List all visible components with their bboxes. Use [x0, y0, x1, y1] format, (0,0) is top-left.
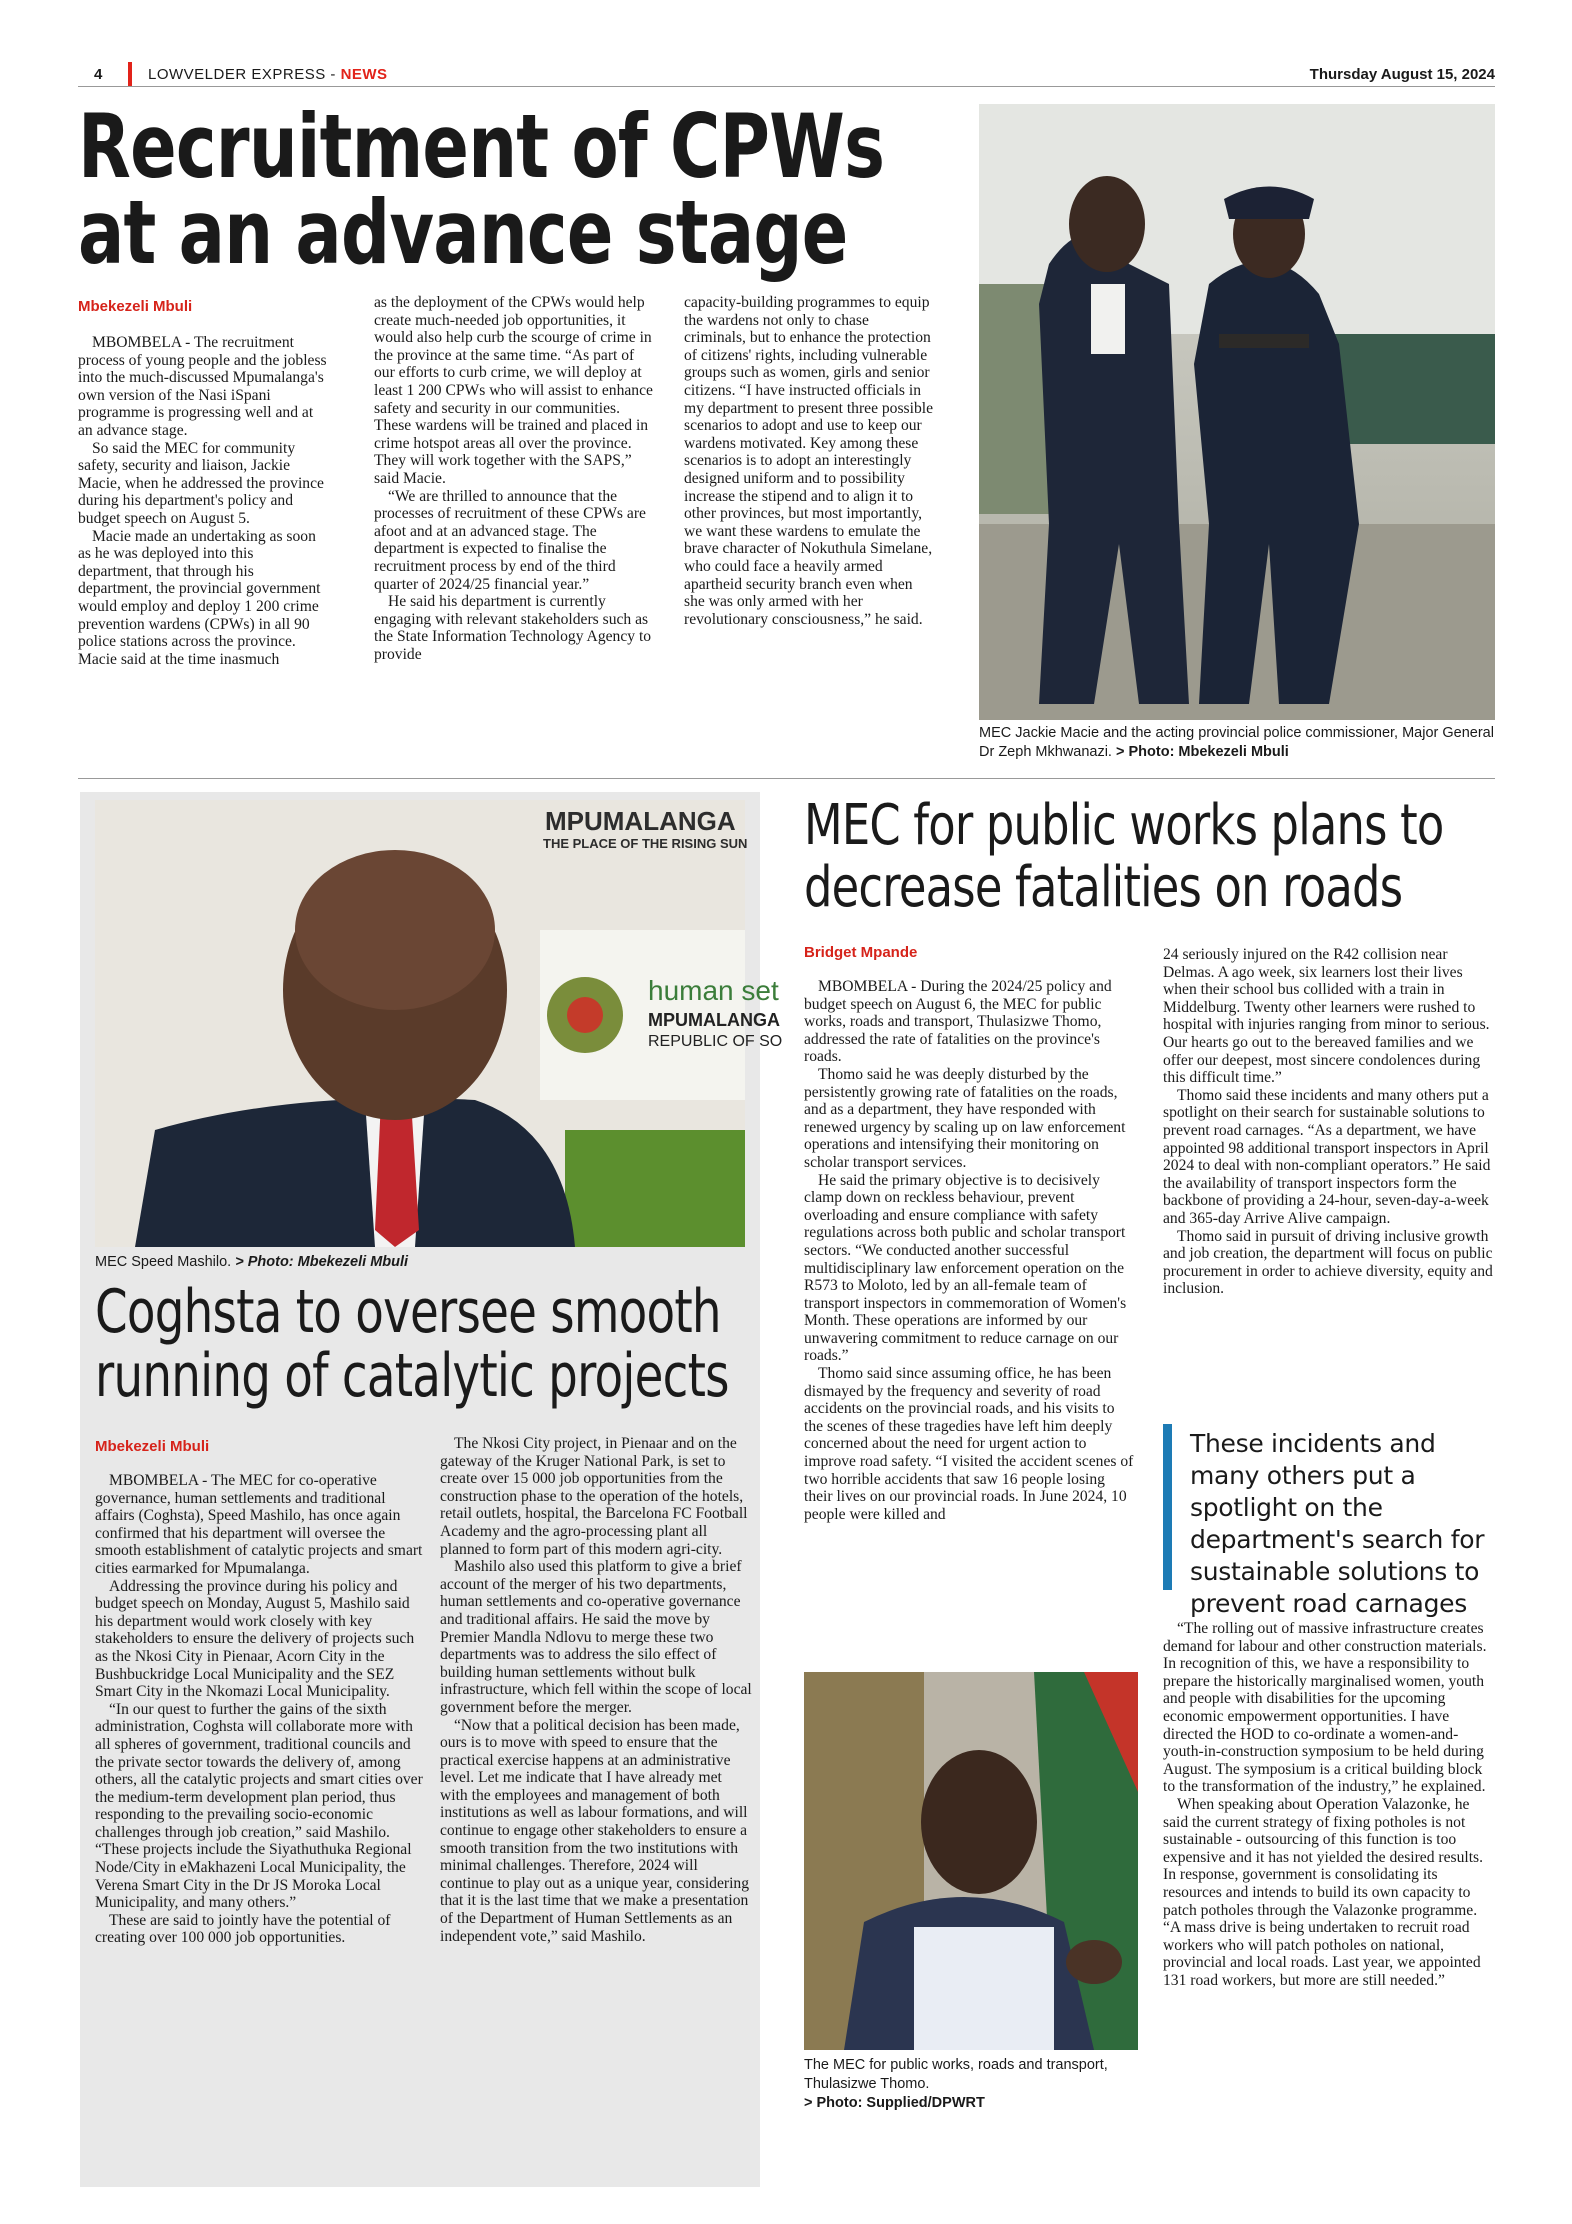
story3-byline: Bridget Mpande: [804, 944, 918, 961]
story3-pull-quote: These incidents and many others put a spotlight on the department's search for sustainable solutions to prevent road carnages: [1163, 1424, 1502, 1590]
police-officials-photo: [979, 104, 1495, 720]
story3-column-3: “The rolling out of massive infrastructure creates demand for labour and other construction materials. In recognition of this, we have a responsibility to prepare the historically marginalised women, youth and people with disabilities for the upcoming economic empowerment opportunities. I have directed the HOD to co-ordinate a women-and-youth-in-construction symposium to be held during August. The symposium is a critical building block to the transformation of the industry,” he explained. When speaking about Operation Valazonke, he said the current strategy of fixing potholes is not sustainable - outsourcing of this function is too expensive and it has not yielded the desired results. In response, government is consolidating its resources and intends to build its own capacity to patch potholes through the Valazonke programme. “A mass drive is being undertaken to recruit road workers who will patch potholes on national, provincial and local roads. Last year, we appointed 131 road workers, but more are still needed.”: [1163, 1620, 1487, 1989]
story1-headline: Recruitment of CPWs at an advance stage: [78, 95, 885, 284]
page-number: 4: [94, 66, 103, 83]
story1-column-3: capacity-building programmes to equip the wardens not only to chase criminals, but to enhance the protection of citizens' rights, including vulnerable groups such as women, girls and senior citizens. “I have instructed officials in my department to present three possible scenarios to adopt and use to keep our wardens motivated. Key among these scenarios is to adopt an interestingly designed uniform and to possibility increase the stipend and to align it to other provinces, but most importantly, we want these wardens to emulate the brave character of Nokuthula Simelane, who could face a heavily armed apartheid security branch even when she was only armed with her revolutionary consciousness,” he said.: [684, 294, 933, 628]
banner-text-human-settlements: human set: [648, 975, 779, 1006]
story3-caption: The MEC for public works, roads and transport, Thulasizwe Thomo. > Photo: Supplied/DPWRT: [804, 2057, 1108, 2111]
story2-photo-credit: > Photo: Mbekezeli Mbuli: [235, 1254, 409, 1270]
story2-byline: Mbekezeli Mbuli: [95, 1438, 210, 1455]
story2-headline: Coghsta to oversee smooth running of catalytic projects: [95, 1277, 729, 1411]
section-divider: [78, 778, 1495, 779]
story2-photo: [95, 800, 783, 1247]
issue-date: Thursday August 15, 2024: [1309, 66, 1495, 83]
story3-photo-credit: > Photo: Supplied/DPWRT: [804, 2095, 985, 2111]
story1-photo-credit: > Photo: Mbekezeli Mbuli: [1116, 744, 1289, 760]
banner-text-mpumalanga: MPUMALANGA: [648, 1010, 780, 1030]
header-divider: [128, 62, 132, 86]
story2-caption: MEC Speed Mashilo. > Photo: Mbekezeli Mbuli: [95, 1254, 409, 1270]
thomo-portrait-photo: [804, 1672, 1138, 2050]
story1-column-1: MBOMBELA - The recruitment process of young people and the jobless into the much-discussed Mpumalanga's own version of the Nasi iSpani programme is progressing well and at an advance stage. So said the MEC for community safety, security and liaison, Jackie Macie, when he addressed the province during his department's policy and budget speech on August 5. Macie made an undertaking as soon as he was deployed into this department, that through his department, the provincial government would employ and deploy 1 200 crime prevention wardens (CPWs) in all 90 police stations across the province. Macie said at the time inasmuch: [78, 334, 327, 668]
sign-text-mpumalanga: MPUMALANGA: [545, 806, 736, 836]
section-label: NEWS: [340, 66, 388, 83]
story3-headline: MEC for public works plans to decrease fatalities on roads: [804, 793, 1444, 920]
sign-text-rising-sun: THE PLACE OF THE RISING SUN: [543, 836, 748, 851]
story3-column-2: 24 seriously injured on the R42 collision near Delmas. A ago week, six learners lost their lives when their school bus collided with a train in Middelburg. Twenty other learners were rushed to hospital with injuries ranging from minor to serious. Our hearts go out to the bereaved families and we offer our deepest, most sincere condolences during this difficult time.” Thomo said these incidents and many others put a spotlight on their search for sustainable solutions to prevent road carnages. “As a department, we have appointed 98 additional transport inspectors in April 2024 to deal with non-compliant operators.” He said the availability of transport inspectors form the backbone of providing a 24-hour, seven-day-a-week and 365-day Arrive Alive campaign. Thomo said in pursuit of driving inclusive growth and job creation, the department will focus on public procurement in order to achieve diversity, equity and inclusion.: [1163, 946, 1493, 1298]
banner-text-republic: REPUBLIC OF SO: [648, 1033, 783, 1050]
story1-caption: MEC Jackie Macie and the acting provincial police commissioner, Major General Dr Zeph Mkhwanazi. > Photo: Mbekezeli Mbuli: [979, 725, 1494, 760]
story2-column-2: The Nkosi City project, in Pienaar and on the gateway of the Kruger National Park, is set to create over 15 000 job opportunities from the construction phase to the operation of the hotels, retail outlets, hospital, the Barcelona FC Football Academy and the agro-processing plant all planned to form part of this modern agri-city. Mashilo also used this platform to give a brief account of the merger of his two departments, human settlements and co-operative governance and traditional affairs. He said the move by Premier Mandla Ndlovu to merge these two departments was to address the silo effect of building human settlements without bulk infrastructure, which fell within the scope of local government before the merger. “Now that a political decision has been made, ours is to move with speed to ensure that the practical exercise happens at an administrative level. Let me indicate that I have already met with the employees and management of both institutions as well as labour formations, and will continue to engage other stakeholders to ensure a smooth transition from the two institutions with minimal challenges. Therefore, 2024 will continue to play out as a unique year, considering that it is the last time that we make a presentation of the Department of Human Settlements as an independent vote,” said Mashilo.: [440, 1435, 752, 1945]
story1-column-2: as the deployment of the CPWs would help create much-needed job opportunities, it would also help curb the scourge of crime in the province at the same time. “As part of our efforts to curb crime, we will deploy at least 1 200 CPWs who will assist to enhance safety and security in our communities. These wardens will be trained and placed in crime hotspot areas all over the province. They will work together with the SAPS,” said Macie. “We are thrilled to announce that the processes of recruitment of these CPWs are afoot and at an advanced stage. The department is expected to finalise the recruitment process by end of the third quarter of 2024/25 financial year.” He said his department is currently engaging with relevant stakeholders such as the State Information Technology Agency to provide: [374, 294, 653, 663]
story3-photo: [804, 1672, 1138, 2050]
story1-photo: [979, 104, 1495, 720]
story2-column-1: MBOMBELA - The MEC for co-operative governance, human settlements and traditional affairs (Coghsta), Speed Mashilo, has once again confirmed that his department will oversee the smooth establishment of catalytic projects and smart cities earmarked for Mpumalanga. Addressing the province during his policy and budget speech on Monday, August 5, Mashilo said his department would work closely with key stakeholders to ensure the delivery of projects such as the Nkosi City in Pienaar, Acorn City in the Bushbuckridge Local Municipality and the SEZ Smart City in the Nkomazi Local Municipality. “In our quest to further the gains of the sixth administration, Coghsta will collaborate more with all spheres of government, traditional councils and the private sector towards the delivery of, among others, all the catalytic projects and smart cities over the medium-term development plan period, thus responding to the prevailing socio-economic challenges through job creation,” said Mashilo. “These projects include the Siyathuthuka Regional Node/City in eMakhazeni Local Municipality, the Verena Smart City in the Dr JS Moroka Local Municipality, and many others.” These are said to jointly have the potential of creating over 100 000 job opportunities.: [95, 1472, 423, 1947]
story1-byline: Mbekezeli Mbuli: [78, 298, 193, 315]
page-header: [78, 62, 1495, 87]
story3-column-1: MBOMBELA - During the 2024/25 policy and budget speech on August 6, the MEC for public works, roads and transport, Thulasizwe Thomo, addressed the rate of fatalities on the province's roads. Thomo said he was deeply disturbed by the persistently growing rate of fatalities on the roads, and as a department, they have responded with renewed urgency by scaling up on law enforcement operations and intensifying their monitoring on scholar transport services. He said the primary objective is to decisively clamp down on reckless behaviour, prevent overloading and ensure compliance with safety regulations across both public and scholar transport sectors. “We conducted another successful multidisciplinary law enforcement operation on the R573 to Moloto, led by an all-female team of transport inspectors in commemoration of Women's Month. These operations are informed by our unwavering commitment to reduce carnage on our roads.” Thomo said since assuming office, he has been dismayed by the frequency and severity of road accidents on the provincial roads, and his visits to the scenes of these tragedies have left him deeply concerned about the need for urgent action to improve road safety. “I visited the accident scenes of two horrible accidents that saw 16 people losing their lives on our provincial roads. In June 2024, 10 people were killed and: [804, 978, 1134, 1523]
mec-portrait-photo: [95, 800, 783, 1247]
publication-name: LOWVELDER EXPRESS - NEWS: [148, 66, 388, 83]
